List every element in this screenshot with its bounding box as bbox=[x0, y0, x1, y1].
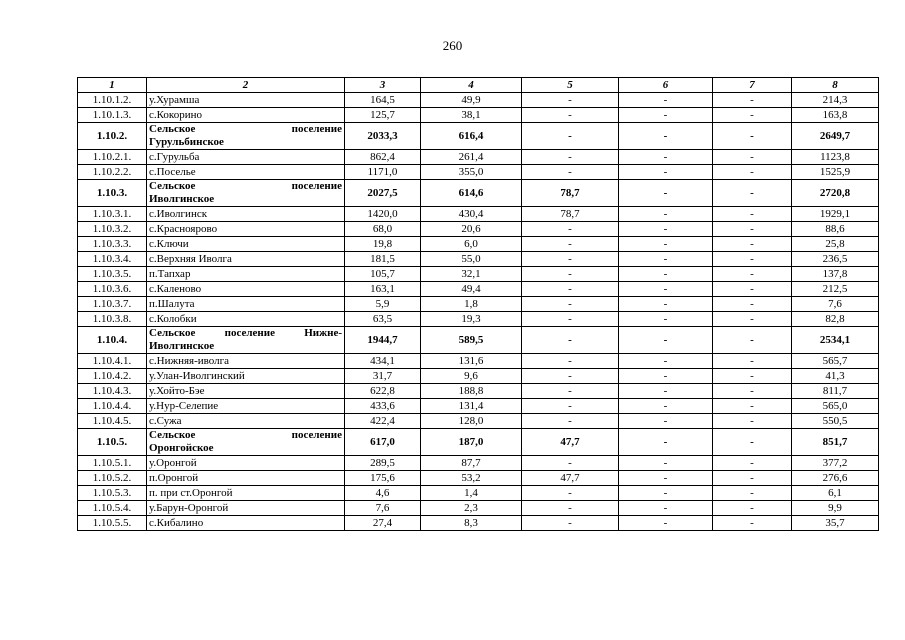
value-col-5: - bbox=[522, 486, 619, 501]
value-col-7: - bbox=[713, 252, 792, 267]
settlement-name-line1 bbox=[149, 327, 342, 340]
value-col-3: 862,4 bbox=[345, 150, 421, 165]
row-code: 1.10.3.3. bbox=[78, 237, 147, 252]
row-code: 1.10.1.3. bbox=[78, 108, 147, 123]
value-col-3: 175,6 bbox=[345, 471, 421, 486]
value-col-7: - bbox=[713, 180, 792, 207]
value-col-8: 236,5 bbox=[792, 252, 879, 267]
value-col-3: 68,0 bbox=[345, 222, 421, 237]
table-row bbox=[78, 222, 879, 237]
row-name: у.Улан-Иволгинский bbox=[147, 369, 345, 384]
row-code: 1.10.3.4. bbox=[78, 252, 147, 267]
settlement-name-line2: Иволгинское bbox=[149, 193, 215, 205]
value-col-8: 35,7 bbox=[792, 516, 879, 531]
value-col-5: - bbox=[522, 501, 619, 516]
value-col-4: 6,0 bbox=[421, 237, 522, 252]
value-col-6: - bbox=[619, 414, 713, 429]
value-col-3: 31,7 bbox=[345, 369, 421, 384]
value-col-8: 550,5 bbox=[792, 414, 879, 429]
table-row bbox=[78, 516, 879, 531]
value-col-7: - bbox=[713, 327, 792, 354]
table-row-subtotal bbox=[78, 429, 879, 456]
table-row bbox=[78, 369, 879, 384]
value-col-3: 27,4 bbox=[345, 516, 421, 531]
value-col-6: - bbox=[619, 399, 713, 414]
value-col-3: 4,6 bbox=[345, 486, 421, 501]
value-col-3: 5,9 bbox=[345, 297, 421, 312]
settlement-name-line1 bbox=[149, 123, 342, 136]
row-name: с.Кокорино bbox=[147, 108, 345, 123]
value-col-7: - bbox=[713, 282, 792, 297]
value-col-6: - bbox=[619, 327, 713, 354]
header-row bbox=[78, 78, 879, 93]
table-row bbox=[78, 354, 879, 369]
row-name: с.Колобки bbox=[147, 312, 345, 327]
value-col-7: - bbox=[713, 429, 792, 456]
value-col-5: - bbox=[522, 93, 619, 108]
value-col-3: 622,8 bbox=[345, 384, 421, 399]
settlement-name-word: поселение bbox=[291, 180, 342, 192]
row-code: 1.10.5.1. bbox=[78, 456, 147, 471]
value-col-8: 1525,9 bbox=[792, 165, 879, 180]
settlement-name-line1 bbox=[149, 429, 342, 442]
value-col-3: 7,6 bbox=[345, 501, 421, 516]
value-col-4: 8,3 bbox=[421, 516, 522, 531]
value-col-3: 19,8 bbox=[345, 237, 421, 252]
value-col-3: 2027,5 bbox=[345, 180, 421, 207]
value-col-8: 565,0 bbox=[792, 399, 879, 414]
value-col-3: 2033,3 bbox=[345, 123, 421, 150]
row-name: у.Оронгой bbox=[147, 456, 345, 471]
value-col-4: 1,8 bbox=[421, 297, 522, 312]
row-name: у.Хурамша bbox=[147, 93, 345, 108]
value-col-8: 214,3 bbox=[792, 93, 879, 108]
value-col-4: 53,2 bbox=[421, 471, 522, 486]
row-name bbox=[147, 123, 345, 150]
table-row bbox=[78, 501, 879, 516]
value-col-3: 164,5 bbox=[345, 93, 421, 108]
row-name: п. при ст.Оронгой bbox=[147, 486, 345, 501]
value-col-5: - bbox=[522, 252, 619, 267]
row-name: с.Каленово bbox=[147, 282, 345, 297]
value-col-4: 614,6 bbox=[421, 180, 522, 207]
row-name: с.Ключи bbox=[147, 237, 345, 252]
page-number: 260 bbox=[442, 38, 463, 53]
row-code: 1.10.5.5. bbox=[78, 516, 147, 531]
value-col-8: 9,9 bbox=[792, 501, 879, 516]
column-header-1: 1 bbox=[78, 78, 147, 93]
settlement-name-word: Сельское bbox=[149, 429, 196, 441]
row-code: 1.10.2. bbox=[78, 123, 147, 150]
table-row bbox=[78, 150, 879, 165]
row-code: 1.10.3.6. bbox=[78, 282, 147, 297]
value-col-7: - bbox=[713, 414, 792, 429]
value-col-5: 78,7 bbox=[522, 207, 619, 222]
row-code: 1.10.5.2. bbox=[78, 471, 147, 486]
table-row bbox=[78, 486, 879, 501]
row-code: 1.10.3.2. bbox=[78, 222, 147, 237]
table-body bbox=[78, 93, 879, 531]
value-col-4: 188,8 bbox=[421, 384, 522, 399]
value-col-6: - bbox=[619, 516, 713, 531]
value-col-7: - bbox=[713, 312, 792, 327]
value-col-3: 163,1 bbox=[345, 282, 421, 297]
value-col-4: 589,5 bbox=[421, 327, 522, 354]
value-col-8: 2649,7 bbox=[792, 123, 879, 150]
value-col-3: 1944,7 bbox=[345, 327, 421, 354]
value-col-7: - bbox=[713, 93, 792, 108]
value-col-6: - bbox=[619, 486, 713, 501]
value-col-3: 617,0 bbox=[345, 429, 421, 456]
row-name bbox=[147, 429, 345, 456]
value-col-7: - bbox=[713, 297, 792, 312]
settlement-name-word: поселение bbox=[291, 429, 342, 441]
row-code: 1.10.3.5. bbox=[78, 267, 147, 282]
row-code: 1.10.5.4. bbox=[78, 501, 147, 516]
settlement-name-line1 bbox=[149, 180, 342, 193]
value-col-6: - bbox=[619, 150, 713, 165]
value-col-4: 131,6 bbox=[421, 354, 522, 369]
value-col-5: - bbox=[522, 282, 619, 297]
row-name: с.Иволгинск bbox=[147, 207, 345, 222]
value-col-6: - bbox=[619, 456, 713, 471]
value-col-8: 137,8 bbox=[792, 267, 879, 282]
value-col-7: - bbox=[713, 399, 792, 414]
value-col-5: - bbox=[522, 108, 619, 123]
settlement-name-word: Сельское bbox=[149, 180, 196, 192]
column-header-6: 6 bbox=[619, 78, 713, 93]
value-col-7: - bbox=[713, 165, 792, 180]
table-row bbox=[78, 207, 879, 222]
value-col-5: - bbox=[522, 312, 619, 327]
value-col-7: - bbox=[713, 471, 792, 486]
value-col-5: 78,7 bbox=[522, 180, 619, 207]
value-col-5: - bbox=[522, 354, 619, 369]
value-col-3: 422,4 bbox=[345, 414, 421, 429]
value-col-4: 128,0 bbox=[421, 414, 522, 429]
value-col-6: - bbox=[619, 471, 713, 486]
row-code: 1.10.5.3. bbox=[78, 486, 147, 501]
row-name: с.Поселье bbox=[147, 165, 345, 180]
value-col-8: 851,7 bbox=[792, 429, 879, 456]
value-col-6: - bbox=[619, 237, 713, 252]
row-code: 1.10.5. bbox=[78, 429, 147, 456]
value-col-8: 1929,1 bbox=[792, 207, 879, 222]
value-col-7: - bbox=[713, 384, 792, 399]
row-code: 1.10.2.1. bbox=[78, 150, 147, 165]
table-row bbox=[78, 312, 879, 327]
row-name: у.Барун-Оронгой bbox=[147, 501, 345, 516]
value-col-4: 131,4 bbox=[421, 399, 522, 414]
value-col-8: 41,3 bbox=[792, 369, 879, 384]
value-col-6: - bbox=[619, 207, 713, 222]
value-col-8: 811,7 bbox=[792, 384, 879, 399]
value-col-4: 9,6 bbox=[421, 369, 522, 384]
value-col-7: - bbox=[713, 108, 792, 123]
value-col-6: - bbox=[619, 93, 713, 108]
value-col-4: 355,0 bbox=[421, 165, 522, 180]
value-col-4: 19,3 bbox=[421, 312, 522, 327]
value-col-3: 181,5 bbox=[345, 252, 421, 267]
settlement-name-word: поселение bbox=[224, 327, 275, 339]
value-col-4: 49,9 bbox=[421, 93, 522, 108]
value-col-8: 82,8 bbox=[792, 312, 879, 327]
value-col-3: 433,6 bbox=[345, 399, 421, 414]
value-col-8: 163,8 bbox=[792, 108, 879, 123]
value-col-4: 87,7 bbox=[421, 456, 522, 471]
value-col-6: - bbox=[619, 501, 713, 516]
value-col-8: 88,6 bbox=[792, 222, 879, 237]
row-name: с.Кибалино bbox=[147, 516, 345, 531]
value-col-6: - bbox=[619, 312, 713, 327]
table-row-subtotal bbox=[78, 327, 879, 354]
value-col-4: 430,4 bbox=[421, 207, 522, 222]
value-col-5: - bbox=[522, 384, 619, 399]
table-row bbox=[78, 252, 879, 267]
row-code: 1.10.2.2. bbox=[78, 165, 147, 180]
value-col-3: 289,5 bbox=[345, 456, 421, 471]
table-row bbox=[78, 297, 879, 312]
value-col-6: - bbox=[619, 165, 713, 180]
row-code: 1.10.4.2. bbox=[78, 369, 147, 384]
value-col-5: - bbox=[522, 369, 619, 384]
value-col-8: 25,8 bbox=[792, 237, 879, 252]
value-col-4: 20,6 bbox=[421, 222, 522, 237]
column-header-2: 2 bbox=[147, 78, 345, 93]
value-col-4: 38,1 bbox=[421, 108, 522, 123]
row-name: с.Сужа bbox=[147, 414, 345, 429]
value-col-7: - bbox=[713, 456, 792, 471]
column-header-7: 7 bbox=[713, 78, 792, 93]
row-name: п.Тапхар bbox=[147, 267, 345, 282]
value-col-7: - bbox=[713, 150, 792, 165]
settlement-name-line2: Оронгойское bbox=[149, 442, 214, 454]
value-col-4: 1,4 bbox=[421, 486, 522, 501]
row-code: 1.10.3.7. bbox=[78, 297, 147, 312]
row-name: с.Гурульба bbox=[147, 150, 345, 165]
row-name bbox=[147, 327, 345, 354]
value-col-7: - bbox=[713, 486, 792, 501]
row-name: с.Верхняя Иволга bbox=[147, 252, 345, 267]
settlement-name-word: поселение bbox=[291, 123, 342, 135]
row-name: с.Красноярово bbox=[147, 222, 345, 237]
value-col-5: - bbox=[522, 297, 619, 312]
value-col-6: - bbox=[619, 123, 713, 150]
table-row bbox=[78, 471, 879, 486]
value-col-8: 6,1 bbox=[792, 486, 879, 501]
table-row bbox=[78, 93, 879, 108]
value-col-3: 1420,0 bbox=[345, 207, 421, 222]
value-col-4: 55,0 bbox=[421, 252, 522, 267]
value-col-5: - bbox=[522, 456, 619, 471]
value-col-6: - bbox=[619, 369, 713, 384]
row-code: 1.10.4. bbox=[78, 327, 147, 354]
value-col-3: 434,1 bbox=[345, 354, 421, 369]
value-col-8: 212,5 bbox=[792, 282, 879, 297]
value-col-7: - bbox=[713, 501, 792, 516]
table-row-subtotal bbox=[78, 180, 879, 207]
value-col-4: 616,4 bbox=[421, 123, 522, 150]
value-col-3: 1171,0 bbox=[345, 165, 421, 180]
value-col-6: - bbox=[619, 252, 713, 267]
value-col-7: - bbox=[713, 222, 792, 237]
row-name: п.Шалута bbox=[147, 297, 345, 312]
value-col-5: - bbox=[522, 267, 619, 282]
value-col-7: - bbox=[713, 123, 792, 150]
value-col-8: 7,6 bbox=[792, 297, 879, 312]
table-row bbox=[78, 165, 879, 180]
value-col-5: - bbox=[522, 327, 619, 354]
row-name: с.Нижняя-иволга bbox=[147, 354, 345, 369]
value-col-6: - bbox=[619, 384, 713, 399]
data-table bbox=[77, 77, 879, 531]
row-code: 1.10.4.3. bbox=[78, 384, 147, 399]
table-row bbox=[78, 267, 879, 282]
value-col-3: 125,7 bbox=[345, 108, 421, 123]
value-col-6: - bbox=[619, 180, 713, 207]
value-col-5: - bbox=[522, 516, 619, 531]
value-col-5: - bbox=[522, 165, 619, 180]
row-name: п.Оронгой bbox=[147, 471, 345, 486]
table-row bbox=[78, 282, 879, 297]
value-col-6: - bbox=[619, 429, 713, 456]
value-col-7: - bbox=[713, 267, 792, 282]
value-col-6: - bbox=[619, 267, 713, 282]
table-row bbox=[78, 399, 879, 414]
row-name: у.Хойто-Бэе bbox=[147, 384, 345, 399]
row-code: 1.10.3.1. bbox=[78, 207, 147, 222]
settlement-name-word: Нижне- bbox=[304, 327, 342, 339]
row-name bbox=[147, 180, 345, 207]
value-col-5: 47,7 bbox=[522, 429, 619, 456]
value-col-5: - bbox=[522, 399, 619, 414]
value-col-4: 49,4 bbox=[421, 282, 522, 297]
settlement-name-word: Сельское bbox=[149, 327, 196, 339]
value-col-3: 63,5 bbox=[345, 312, 421, 327]
value-col-8: 276,6 bbox=[792, 471, 879, 486]
value-col-8: 2534,1 bbox=[792, 327, 879, 354]
value-col-5: - bbox=[522, 237, 619, 252]
value-col-5: - bbox=[522, 222, 619, 237]
value-col-6: - bbox=[619, 108, 713, 123]
table-row bbox=[78, 108, 879, 123]
column-header-4: 4 bbox=[421, 78, 522, 93]
value-col-7: - bbox=[713, 237, 792, 252]
value-col-3: 105,7 bbox=[345, 267, 421, 282]
value-col-5: - bbox=[522, 150, 619, 165]
value-col-7: - bbox=[713, 369, 792, 384]
value-col-6: - bbox=[619, 354, 713, 369]
value-col-5: 47,7 bbox=[522, 471, 619, 486]
value-col-5: - bbox=[522, 414, 619, 429]
settlement-name-word: Сельское bbox=[149, 123, 196, 135]
row-code: 1.10.3. bbox=[78, 180, 147, 207]
value-col-7: - bbox=[713, 207, 792, 222]
value-col-8: 2720,8 bbox=[792, 180, 879, 207]
value-col-4: 187,0 bbox=[421, 429, 522, 456]
value-col-8: 377,2 bbox=[792, 456, 879, 471]
value-col-6: - bbox=[619, 297, 713, 312]
table-row bbox=[78, 456, 879, 471]
value-col-4: 32,1 bbox=[421, 267, 522, 282]
row-code: 1.10.4.5. bbox=[78, 414, 147, 429]
value-col-6: - bbox=[619, 282, 713, 297]
table-row bbox=[78, 414, 879, 429]
value-col-7: - bbox=[713, 354, 792, 369]
value-col-8: 565,7 bbox=[792, 354, 879, 369]
value-col-8: 1123,8 bbox=[792, 150, 879, 165]
value-col-5: - bbox=[522, 123, 619, 150]
row-code: 1.10.4.4. bbox=[78, 399, 147, 414]
settlement-name-line2: Иволгинское bbox=[149, 340, 215, 352]
column-header-5: 5 bbox=[522, 78, 619, 93]
value-col-7: - bbox=[713, 516, 792, 531]
column-header-3: 3 bbox=[345, 78, 421, 93]
value-col-4: 261,4 bbox=[421, 150, 522, 165]
settlement-name-line2: Гурульбинское bbox=[149, 136, 224, 148]
value-col-6: - bbox=[619, 222, 713, 237]
table-row-subtotal bbox=[78, 123, 879, 150]
column-header-8: 8 bbox=[792, 78, 879, 93]
row-name: у.Нур-Селепие bbox=[147, 399, 345, 414]
row-code: 1.10.1.2. bbox=[78, 93, 147, 108]
table-row bbox=[78, 384, 879, 399]
row-code: 1.10.3.8. bbox=[78, 312, 147, 327]
table-row bbox=[78, 237, 879, 252]
row-code: 1.10.4.1. bbox=[78, 354, 147, 369]
value-col-4: 2,3 bbox=[421, 501, 522, 516]
